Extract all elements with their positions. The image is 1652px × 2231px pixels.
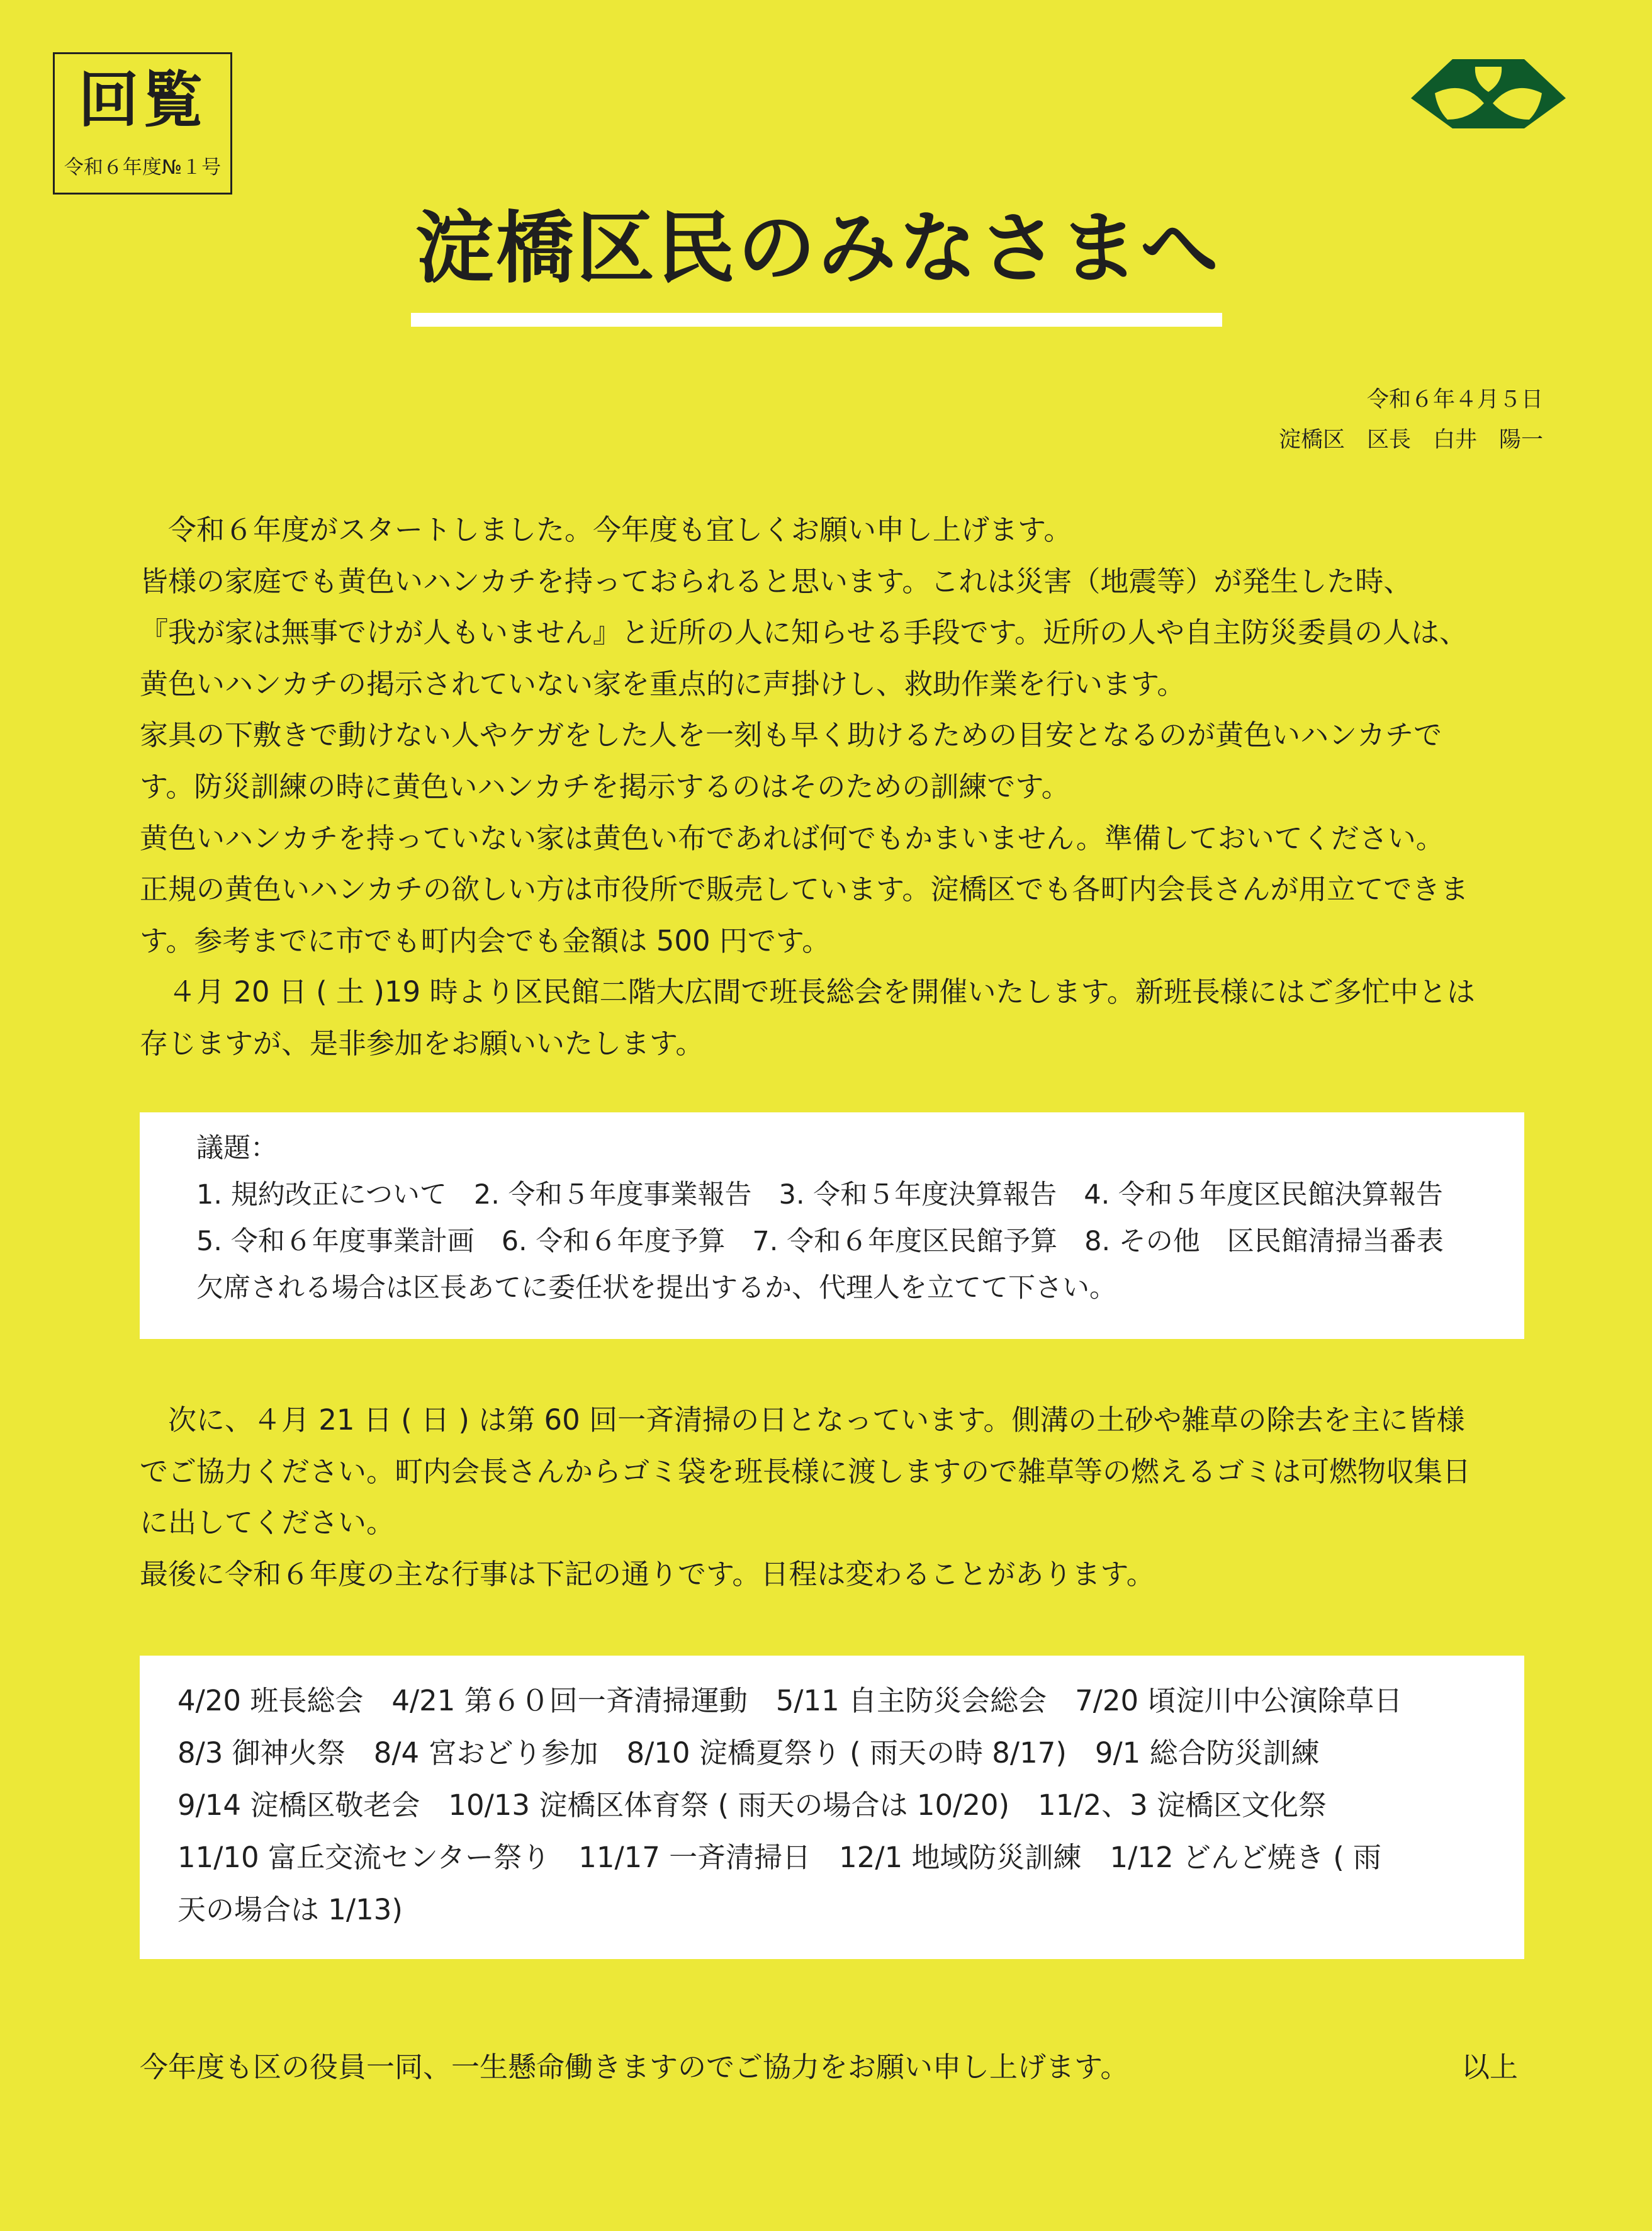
issue-date: 令和６年４月５日	[1366, 387, 1543, 412]
closing-text: 今年度も区の役員一同、一生懸命働きますのでご協力をお願い申し上げます。	[140, 2050, 1129, 2084]
body-paragraph-2	[140, 1394, 1549, 1600]
stamp-title: 回覧	[78, 65, 207, 135]
schedule-line: 天の場合は 1/13)	[177, 1893, 403, 1926]
schedule-line: 9/14 淀橋区敬老会 10/13 淀橋区体育祭 ( 雨天の場合は 10/20) 11/2、3 淀橋区文化祭	[177, 1788, 1327, 1822]
paragraph-line: す。参考までに市でも町内会でも金額は 500 円です。	[140, 923, 831, 957]
body-paragraph-1	[140, 504, 1549, 1070]
paragraph-line: 存じますが、是非参加をお願いいたします。	[140, 1026, 704, 1060]
paragraph-line: 令和６年度がスタートしました。今年度も宜しくお願い申し上げます。	[140, 513, 1072, 546]
agenda-line: 1. 規約改正について 2. 令和５年度事業報告 3. 令和５年度決算報告 4. 令和５年度区民館決算報告	[196, 1179, 1443, 1211]
circular-stamp	[53, 52, 232, 195]
schedule-line: 11/10 富丘交流センター祭り 11/17 一斉清掃日 12/1 地域防災訓練 1/12 どんど焼き ( 雨	[177, 1841, 1382, 1874]
agenda-line: 欠席される場合は区長あてに委任状を提出するか、代理人を立てて下さい。	[196, 1272, 1116, 1304]
closing-end: 以上	[1461, 2050, 1519, 2084]
agenda-heading: 議題：	[196, 1132, 278, 1164]
title-underline	[411, 313, 1222, 327]
paragraph-line: 最後に令和６年度の主な行事は下記の通りです。日程は変わることがあります。	[140, 1557, 1155, 1591]
schedule-line: 8/3 御神火祭 8/4 宮おどり参加 8/10 淀橋夏祭り ( 雨天の時 8/17) 9/1 総合防災訓練	[177, 1736, 1320, 1770]
agenda-box	[140, 1112, 1524, 1339]
paragraph-line: 『我が家は無事でけが人もいません』と近所の人に知らせる手段です。近所の人や自主防災委員の人は、	[140, 616, 1468, 650]
paragraph-line: 黄色いハンカチを持っていない家は黄色い布であれば何でもかまいません。準備しておいてください。	[140, 821, 1444, 855]
agenda-line: 5. 令和６年度事業計画 6. 令和６年度予算 7. 令和６年度区民館予算 8. その他 区民館清掃当番表	[196, 1226, 1444, 1257]
schedule-line: 4/20 班長総会 4/21 第６０回一斉清掃運動 5/11 自主防災会総会 7/20 頃淀川中公演除草日	[177, 1684, 1403, 1717]
paragraph-line: 次に、４月 21 日 ( 日 ) は第 60 回一斉清掃の日となっています。側溝の土砂や雑草の除去を主に皆様	[140, 1403, 1465, 1437]
paragraph-line: ４月 20 日 ( 土 )19 時より区民館二階大広間で班長総会を開催いたします。新班長様にはご多忙中とは	[140, 975, 1475, 1009]
paragraph-line: 家具の下敷きで動けない人やケガをした人を一刻も早く助けるための目安となるのが黄色いハンカチで	[140, 718, 1442, 752]
ward-emblem-icon	[1408, 54, 1568, 131]
issue-meta	[1279, 380, 1543, 460]
paragraph-line: 皆様の家庭でも黄色いハンカチを持っておられると思います。これは災害（地震等）が発生した時、	[140, 564, 1412, 598]
paragraph-line: 黄色いハンカチの掲示されていない家を重点的に声掛けし、救助作業を行います。	[140, 667, 1186, 701]
paragraph-line: 正規の黄色いハンカチの欲しい方は市役所で販売しています。淀橋区でも各町内会長さんが用立てできま	[140, 873, 1469, 907]
paragraph-line: でご協力ください。町内会長さんからゴミ袋を班長様に渡しますので雑草等の燃えるゴミは可燃物収集日	[140, 1454, 1471, 1488]
stamp-issue-number: 令和６年度№１号	[64, 156, 222, 179]
page-title: 淀橋区民のみなさまへ	[415, 203, 1221, 294]
schedule-box	[140, 1656, 1524, 1959]
paragraph-line: す。防災訓練の時に黄色いハンカチを掲示するのはそのための訓練です。	[140, 769, 1070, 803]
issue-author: 淀橋区 区長 白井 陽一	[1278, 427, 1543, 453]
paragraph-line: に出してください。	[140, 1506, 395, 1540]
